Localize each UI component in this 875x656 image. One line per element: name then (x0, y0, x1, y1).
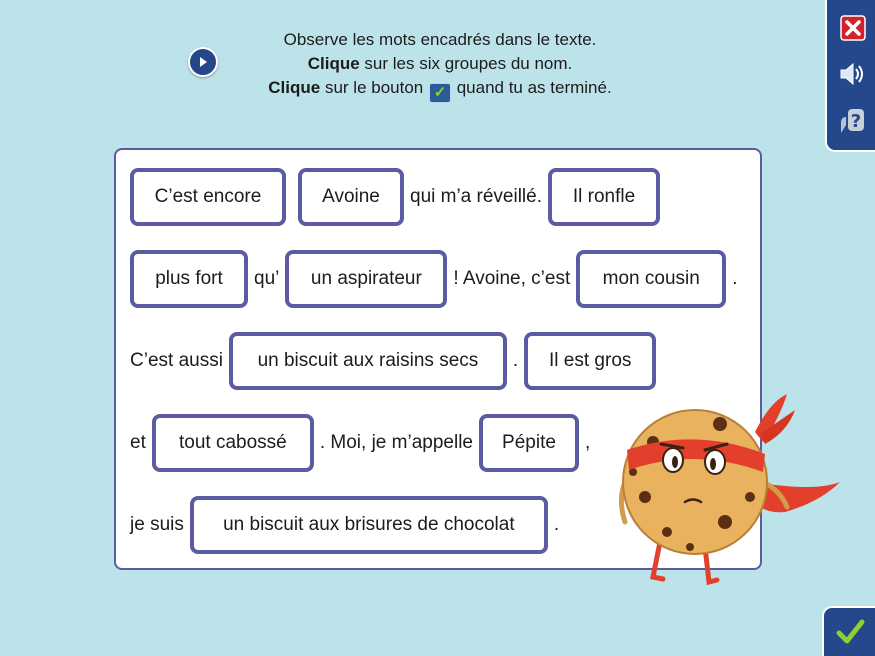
static-text: qui m’a réveillé. (410, 186, 542, 207)
play-icon (196, 55, 210, 69)
static-text: et (130, 432, 146, 453)
text-line-1 (130, 167, 660, 227)
cookie-mascot-illustration (605, 372, 845, 592)
help-icon (838, 105, 868, 135)
static-text: ! Avoine, c’est (453, 268, 571, 289)
word-box[interactable]: un aspirateur (285, 250, 447, 308)
instruction-text-2: sur les six groupes du nom. (359, 54, 573, 73)
close-button[interactable] (837, 12, 869, 44)
instruction-bold-1: Clique (307, 54, 360, 73)
static-text: . (512, 350, 519, 371)
word-box[interactable]: Pépite (479, 414, 579, 472)
word-box[interactable]: un biscuit aux brisures de chocolat (190, 496, 548, 554)
inline-checkmark-icon: ✓ (429, 83, 451, 103)
word-box[interactable]: Il est gros (524, 332, 656, 390)
text-line-3 (130, 331, 656, 391)
word-box[interactable]: C’est encore (130, 168, 286, 226)
static-text: je suis (130, 514, 184, 535)
checkmark-icon (835, 617, 865, 647)
instructions (230, 28, 650, 103)
toolbar (825, 0, 875, 152)
validate-button[interactable] (822, 606, 875, 656)
close-icon (840, 15, 866, 41)
static-text: qu’ (254, 268, 280, 289)
help-button[interactable] (837, 104, 869, 136)
instruction-text-3b: quand tu as terminé. (451, 78, 612, 97)
play-button[interactable] (188, 47, 218, 77)
instruction-text-3a: sur le bouton (320, 78, 428, 97)
instruction-line-3 (230, 76, 650, 103)
instruction-line-1: Observe les mots encadrés dans le texte. (283, 30, 597, 49)
instruction-line-2 (230, 52, 650, 76)
svg-text:?: ? (850, 111, 862, 132)
text-line-5 (130, 495, 565, 555)
word-box[interactable]: Avoine (298, 168, 404, 226)
word-box[interactable]: tout cabossé (152, 414, 314, 472)
text-line-4 (130, 413, 596, 473)
instruction-bold-2: Clique (268, 78, 321, 97)
word-box[interactable]: un biscuit aux raisins secs (229, 332, 507, 390)
word-box[interactable]: Il ronfle (548, 168, 660, 226)
static-text: C’est aussi (130, 350, 223, 371)
text-line-2 (130, 249, 744, 309)
speaker-icon (838, 60, 868, 88)
sound-button[interactable] (837, 58, 869, 90)
static-text: . (732, 268, 738, 289)
word-box[interactable]: mon cousin (576, 250, 726, 308)
static-text: , (584, 432, 591, 453)
static-text: . Moi, je m’appelle (319, 432, 473, 453)
static-text: . (553, 514, 560, 535)
word-box[interactable]: plus fort (130, 250, 248, 308)
